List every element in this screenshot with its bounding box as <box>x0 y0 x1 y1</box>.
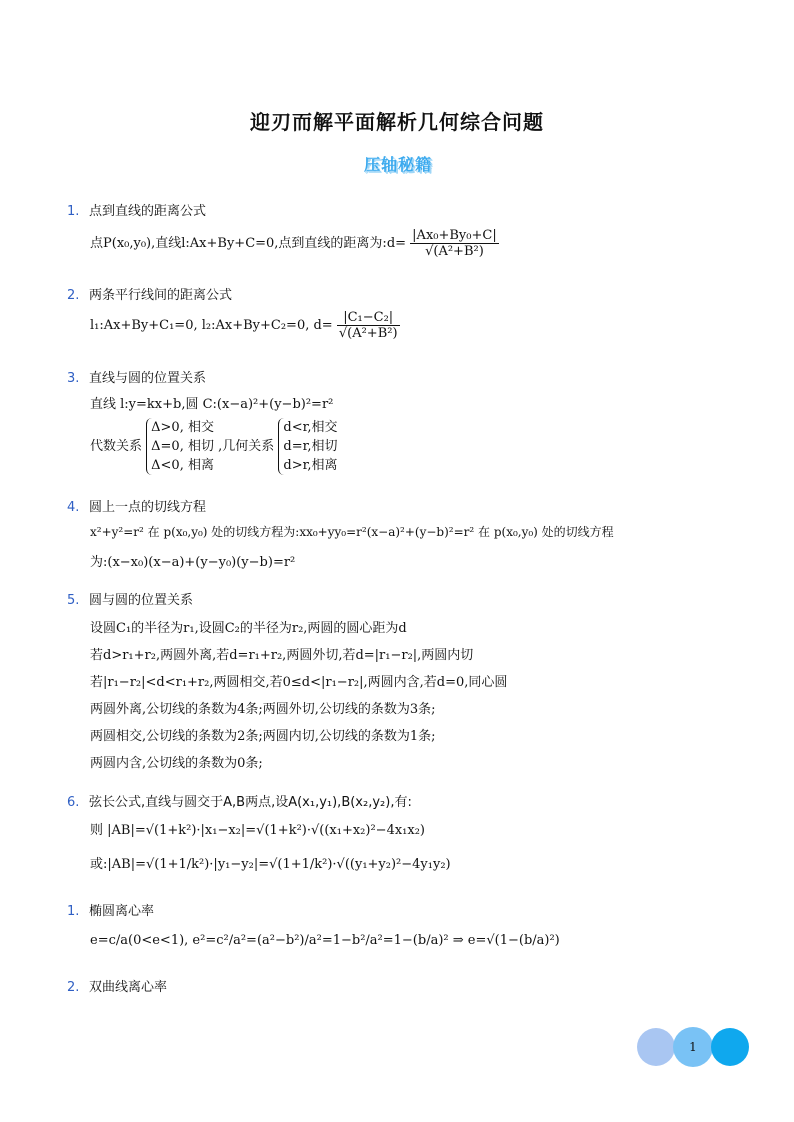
formula-text: l₁:Ax+By+C₁=0, l₂:Ax+By+C₂=0, d= <box>90 318 333 333</box>
section-title: 圆与圆的位置关系 <box>89 593 194 608</box>
section-title: 点到直线的距离公式 <box>89 204 207 219</box>
section-title: 双曲线离心率 <box>89 980 168 995</box>
parallel-lines-distance-formula <box>90 310 400 341</box>
decor-circle <box>711 1028 749 1066</box>
section-1-heading <box>67 200 206 219</box>
section-4-heading <box>67 496 206 515</box>
section-title: 弦长公式,直线与圆交于A,B两点,设A(x₁,y₁),B(x₂,y₂),有: <box>89 795 412 810</box>
circle-relation-line: 两圆外离,公切线的条数为4条;两圆外切,公切线的条数为3条; <box>90 702 436 717</box>
section-number: 5. <box>67 593 80 608</box>
case-item: Δ>0, 相交 <box>151 420 214 435</box>
circle-relation-line: 若d>r₁+r₂,两圆外离,若d=r₁+r₂,两圆外切,若d=|r₁−r₂|,两圆内切 <box>90 648 474 663</box>
section-title: 椭圆离心率 <box>89 904 155 919</box>
page-indicator <box>637 1027 753 1067</box>
chord-length-formula-2: 或:|AB|=√(1+1/k²)·|y₁−y₂|=√(1+1/k²)·√((y₁+y₂)²−4y₁y₂) <box>90 857 451 872</box>
tangent-line-1: x²+y²=r² 在 p(x₀,y₀) 处的切线方程为:xx₀+yy₀=r²(x−a)²+(y−b)²=r² 在 p(x₀,y₀) 处的切线方程 <box>90 525 614 539</box>
section-5-heading <box>67 589 193 608</box>
section-title: 直线与圆的位置关系 <box>89 371 207 386</box>
formula-text: 点P(x₀,y₀),直线l:Ax+By+C=0,点到直线的距离为:d= <box>90 236 407 251</box>
circle-relation-line: 两圆相交,公切线的条数为2条;两圆内切,公切线的条数为1条; <box>90 729 436 744</box>
point-line-distance-formula <box>90 228 499 259</box>
page-number: 1 <box>689 1040 697 1054</box>
tangent-line-2: 为:(x−x₀)(x−a)+(y−y₀)(y−b)=r² <box>90 555 296 570</box>
section-number: 1. <box>67 904 80 919</box>
section-hyperbola-heading <box>67 976 167 995</box>
numerator: |Ax₀+By₀+C| <box>412 228 497 243</box>
line-circle-equation: 直线 l:y=kx+b,圆 C:(x−a)²+(y−b)²=r² <box>90 397 334 412</box>
section-number: 1. <box>67 204 80 219</box>
section-ellipse-heading <box>67 900 154 919</box>
case-item: Δ=0, 相切 <box>151 439 214 454</box>
line-circle-relations <box>90 418 338 475</box>
section-6-heading <box>67 791 412 810</box>
case-item: d>r,相离 <box>283 458 338 473</box>
section-number: 4. <box>67 500 80 515</box>
section-number: 2. <box>67 980 80 995</box>
case-item: d<r,相交 <box>283 420 338 435</box>
ellipse-eccentricity-formula: e=c/a(0<e<1), e²=c²/a²=(a²−b²)/a²=1−b²/a²=1−(b/a)² ⇒ e=√(1−(b/a)²) <box>90 933 560 948</box>
section-number: 2. <box>67 288 80 303</box>
algebraic-label: 代数关系 <box>90 439 143 454</box>
section-3-heading <box>67 367 206 386</box>
section-title: 两条平行线间的距离公式 <box>89 288 233 303</box>
case-item: Δ<0, 相离 <box>151 458 214 473</box>
section-title: 圆上一点的切线方程 <box>89 500 207 515</box>
section-number: 3. <box>67 371 80 386</box>
denominator: √(A²+B²) <box>425 244 484 259</box>
geometric-label: ,几何关系 <box>218 439 275 454</box>
section-badge: 压轴秘籍 <box>363 155 432 174</box>
section-2-heading <box>67 284 232 303</box>
circle-relation-line: 若|r₁−r₂|<d<r₁+r₂,两圆相交,若0≤d<|r₁−r₂|,两圆内含,若d=0,同心圆 <box>90 675 508 690</box>
decor-circle <box>637 1028 675 1066</box>
circle-relation-line: 设圆C₁的半径为r₁,设圆C₂的半径为r₂,两圆的圆心距为d <box>90 621 407 636</box>
geometric-cases <box>278 418 337 475</box>
fraction <box>410 228 499 259</box>
denominator: √(A²+B²) <box>338 326 398 341</box>
page-title: 迎刃而解平面解析几何综合问题 <box>250 110 544 134</box>
numerator: |C₁−C₂| <box>337 310 400 326</box>
chord-length-formula-1: 则 |AB|=√(1+k²)·|x₁−x₂|=√(1+k²)·√((x₁+x₂)²−4x₁x₂) <box>90 823 425 838</box>
section-number: 6. <box>67 795 80 810</box>
algebraic-cases <box>146 418 214 475</box>
circle-relation-line: 两圆内含,公切线的条数为0条; <box>90 756 263 771</box>
fraction <box>337 310 400 341</box>
case-item: d=r,相切 <box>283 439 338 454</box>
